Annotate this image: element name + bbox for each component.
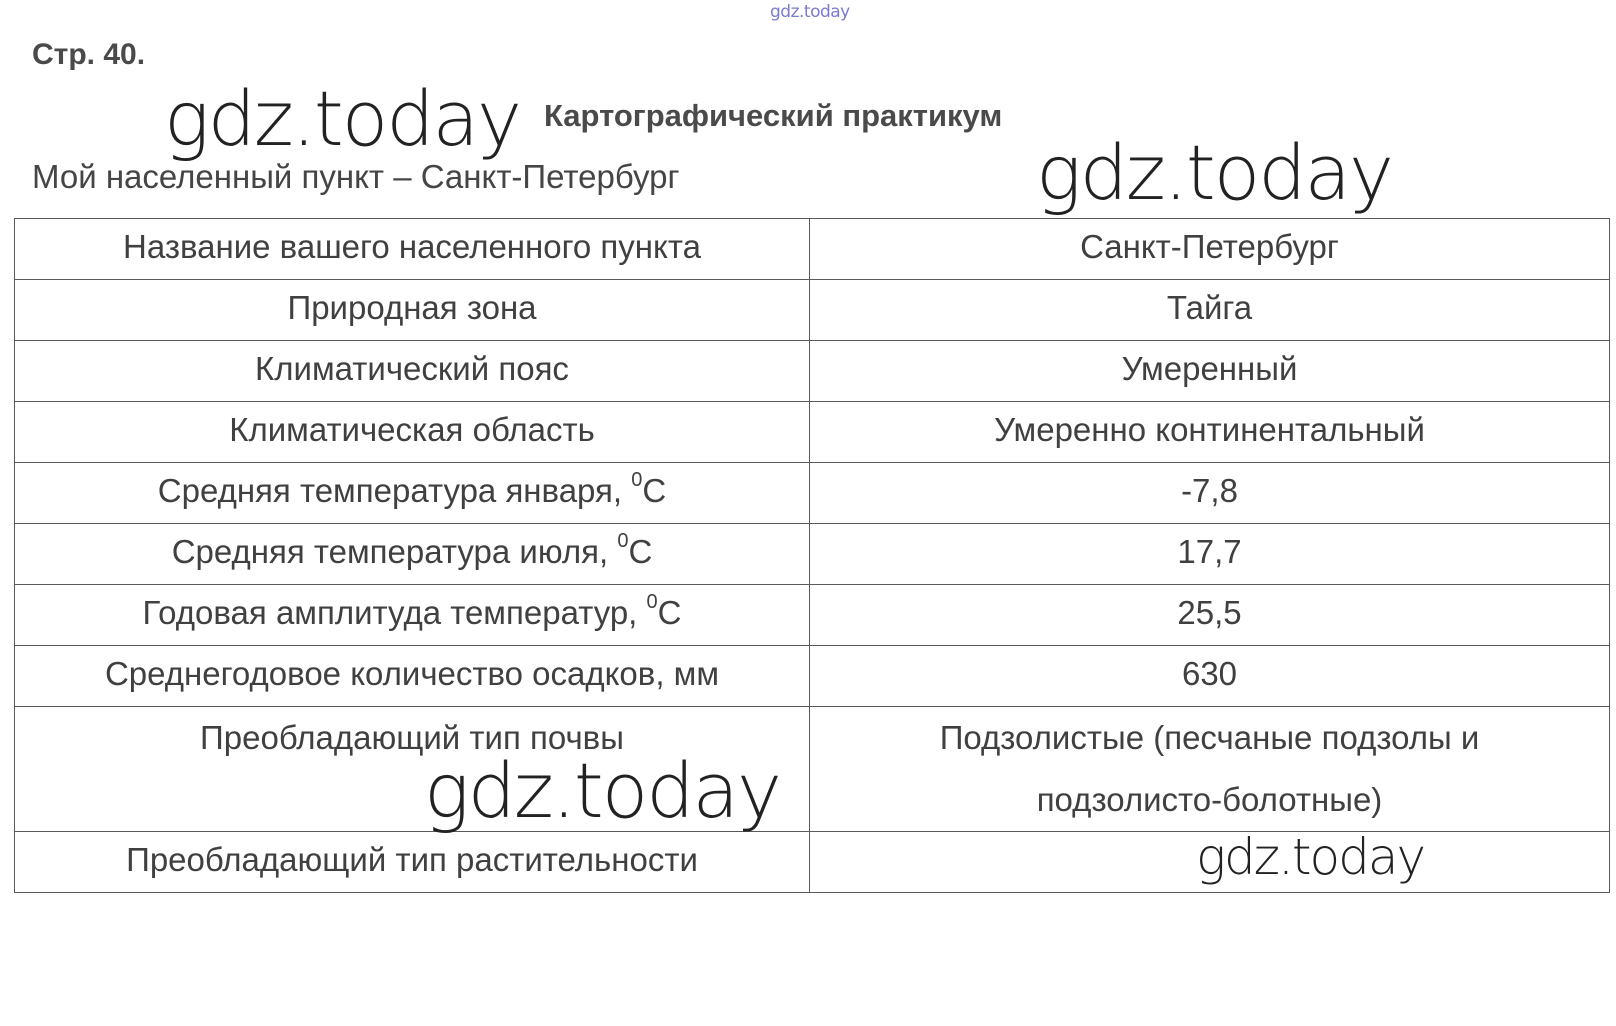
table-row [15,707,1610,832]
label-text: Средняя температура января, [157,472,632,509]
subtitle: Мой населенный пункт – Санкт-Петербург [32,158,680,195]
degree-sup: 0 [617,530,629,552]
climate-table [14,218,1610,893]
row-label [15,463,810,524]
table-row [15,832,1610,893]
label-text: Средняя температура июля, [171,533,618,570]
row-label: Среднегодовое количество осадков, мм [15,646,810,707]
unit-text: С [657,594,682,631]
table-row [15,219,1610,280]
table-row [15,646,1610,707]
table-row [15,463,1610,524]
row-value [810,707,1610,832]
row-value: 630 [810,646,1610,707]
row-label: Климатическая область [15,402,810,463]
row-label: Преобладающий тип почвы [15,707,810,832]
row-value: Умеренный [810,341,1610,402]
watermark: gdz.today [1036,128,1392,217]
watermark: gdz.today [424,746,780,835]
table-row [15,524,1610,585]
row-label: Название вашего населенного пункта [15,219,810,280]
section-title: Картографический практикум [544,98,1003,133]
row-label [15,585,810,646]
row-label: Преобладающий тип растительности [15,832,810,893]
degree-sup: 0 [631,469,643,491]
watermark: gdz.today [164,74,520,163]
page-number: Стр. 40. [32,38,146,71]
watermark-top: gdz.today [770,2,850,22]
unit-text: С [628,533,653,570]
row-value: Умеренно континентальный [810,402,1610,463]
row-label: Природная зона [15,280,810,341]
row-value: 17,7 [810,524,1610,585]
row-value [810,832,1610,893]
value-line: Подзолистые (песчаные подзолы и [939,719,1480,756]
unit-text: С [642,472,667,509]
table-row [15,402,1610,463]
degree-sup: 0 [646,591,658,613]
table-row [15,585,1610,646]
watermark: gdz.today [1196,828,1425,886]
row-label [15,524,810,585]
row-value: -7,8 [810,463,1610,524]
table-row [15,280,1610,341]
row-value: Тайга [810,280,1610,341]
row-value: Санкт-Петербург [810,219,1610,280]
table-row [15,341,1610,402]
value-line: подзолисто-болотные) [1036,781,1383,818]
row-label: Климатический пояс [15,341,810,402]
label-text: Годовая амплитуда температур, [142,594,647,631]
row-value: 25,5 [810,585,1610,646]
